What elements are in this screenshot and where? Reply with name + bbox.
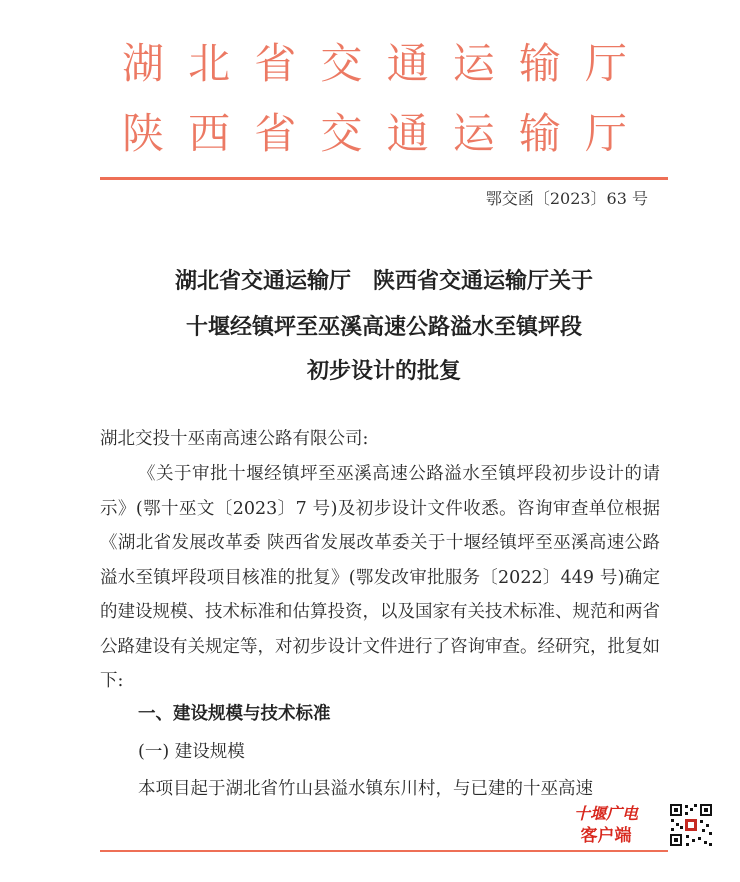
watermark-line-1: 十堰广电 <box>573 804 638 823</box>
section-heading-1: 一、建设规模与技术标准 <box>138 704 331 724</box>
issuer-header-shaanxi: 陕西省交通运输厅 <box>122 109 627 158</box>
watermark-line-2: 客户端 <box>580 826 632 846</box>
issuer-header-hubei: 湖北省交通运输厅 <box>122 39 627 88</box>
document-number: 鄂交函〔2023〕63 号 <box>485 189 648 208</box>
title-line-1: 湖北省交通运输厅 陕西省交通运输厅关于 <box>174 269 593 294</box>
title-line-2: 十堰经镇坪至巫溪高速公路溢水至镇坪段 <box>185 315 582 340</box>
header-divider <box>100 177 668 180</box>
addressee: 湖北交投十巫南高速公路有限公司: <box>100 429 369 449</box>
title-line-3: 初步设计的批复 <box>306 359 461 384</box>
body-paragraph-2: 本项目起于湖北省竹山县溢水镇东川村，与已建的十巫高速 <box>138 779 593 799</box>
footer-divider <box>100 850 668 852</box>
qr-code-icon[interactable] <box>668 802 714 848</box>
watermark-logo <box>556 803 656 847</box>
subsection-heading-1: (一) 建设规模 <box>138 742 245 762</box>
body-paragraph-1: 《关于审批十堰经镇坪至巫溪高速公路溢水至镇坪段初步设计的请示》(鄂十巫文〔2023〕7 号)及初步设计文件收悉。咨询审查单位根据《湖北省发展改革委 陕西省发展改革委关于十堰经镇坪至巫溪高速公路溢水至镇坪段项目核准的批复》(鄂发改审批服务〔2022〕449 号)确定的建设规模、技术标准和估算投资，以及国家有关技术标准、规范和两省公路建设有关规定等，对初步设计文件进行了咨询审查。经研究，批复如下: <box>100 464 660 691</box>
